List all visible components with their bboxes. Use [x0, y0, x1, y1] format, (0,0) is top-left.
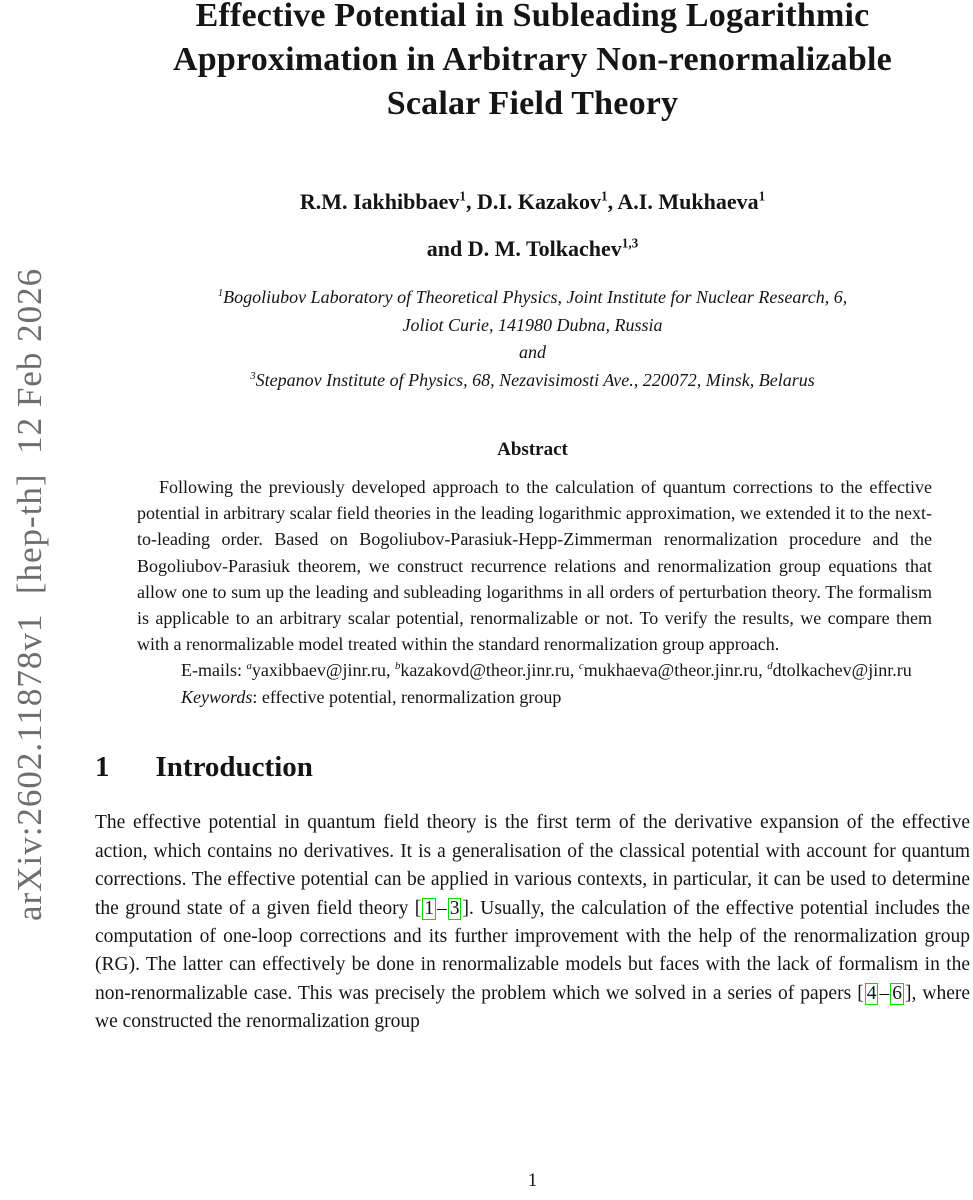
contact-block — [167, 657, 930, 711]
superscript: 3 — [250, 369, 256, 382]
citation-link[interactable]: 3 — [449, 897, 460, 919]
affiliation-1-line-1: $^1$Bogoliubov Laboratory of Theoretical Physics, Joint Institute for Nuclear Research, 6, — [217, 287, 848, 307]
abstract-body: Following the previously developed approach to the calculation of quantum corrections to the effective potential in arbitrary scalar field theories in the leading logarithmic approximation, we extended it to the next-to-leading order. Based on Bogoliubov-Parasiuk-Hepp-Zimmerman renormalization procedure and the Bogoliubov-Parasiuk theorem, we construct recurrence relations and renormalization group equations that allow one to sum up the leading and subleading logarithms in all orders of perturbation theory. The formalism is applicable to an arbitrary scalar potential, renormalizable or not. To verify the results, we compare them with a renormalizable model treated within the standard renormalization group approach. — [137, 477, 932, 655]
citation-link[interactable]: 1 — [424, 897, 434, 919]
superscript: 1 — [217, 287, 224, 299]
superscript: 1 — [758, 188, 766, 204]
superscript: d — [767, 660, 773, 673]
superscript: 1 — [459, 188, 466, 204]
introduction-paragraph: The effective potential in quantum field theory is the first term of the derivative expansion of the effective action, which contains no derivatives. It is a generalisation of the classical potential with account for quantum corrections. The effective potential can be applied in various contexts, in particular, it can be used to determine the ground state of a given field theory [ 1 – 3 ]. Usually, the calculation of the effective potential includes the computation of one-loop corrections and its further improvement with the help of the renormalization group (RG). The latter can effectively be done in renormalizable models but faces with the lack of formalism in the non-renormalizable case. This was precisely the problem which we solved in a series of papers [ 4 – 6 ], where we constructed the renormalization group — [95, 812, 970, 1033]
title-line-3: Scalar Field Theory — [386, 85, 679, 122]
affiliation-1-line-2: Joliot Curie, 141980 Dubna, Russia — [402, 314, 663, 335]
section-number: 1 — [95, 751, 110, 784]
superscript: b — [394, 660, 401, 673]
italic-text: Keywords — [181, 687, 253, 708]
paper-title — [95, 0, 970, 126]
page-number: 1 — [527, 1170, 538, 1191]
author-list — [95, 178, 970, 272]
section-title: Introduction — [155, 751, 313, 784]
emails-line: E-mails: $^a$yaxibbaev@jinr.ru, $^b$kazakovd@theor.jinr.ru, $^c$mukhaeva@theor.jinr.ru, $^d$dtolkachev@jinr.ru — [181, 660, 912, 681]
affiliation-conjunction: and — [519, 342, 546, 362]
superscript: 1,3 — [621, 235, 639, 251]
superscript: a — [246, 660, 252, 673]
superscript: c — [578, 660, 584, 673]
author-line-2: and D. M. Tolkachev$^{1,3}$ — [426, 235, 639, 261]
author-line-1: R.M. Iakhibbaev$^1$, D.I. Kazakov$^1$, A.I. Mukhaeva$^1$ — [299, 188, 766, 214]
title-line-2: Approximation in Arbitrary Non-renormalizable — [173, 41, 892, 78]
affiliation-2: $^3$Stepanov Institute of Physics, 68, Nezavisimosti Ave., 220072, Minsk, Belarus — [250, 369, 815, 390]
paper-content — [95, 0, 970, 1037]
citation-link[interactable]: 4 — [866, 982, 877, 1004]
keywords-line: Keywords: effective potential, renormalization group — [181, 687, 562, 708]
affiliations — [95, 284, 970, 394]
section-heading-introduction — [95, 747, 970, 787]
superscript: 1 — [601, 188, 608, 204]
arxiv-watermark: arXiv:2602.11878v1 [hep-th] 12 Feb 2026 — [10, 267, 49, 921]
abstract-heading: Abstract — [497, 439, 568, 460]
citation-link[interactable]: 6 — [892, 982, 902, 1004]
title-line-1: Effective Potential in Subleading Logarithmic — [195, 0, 870, 34]
